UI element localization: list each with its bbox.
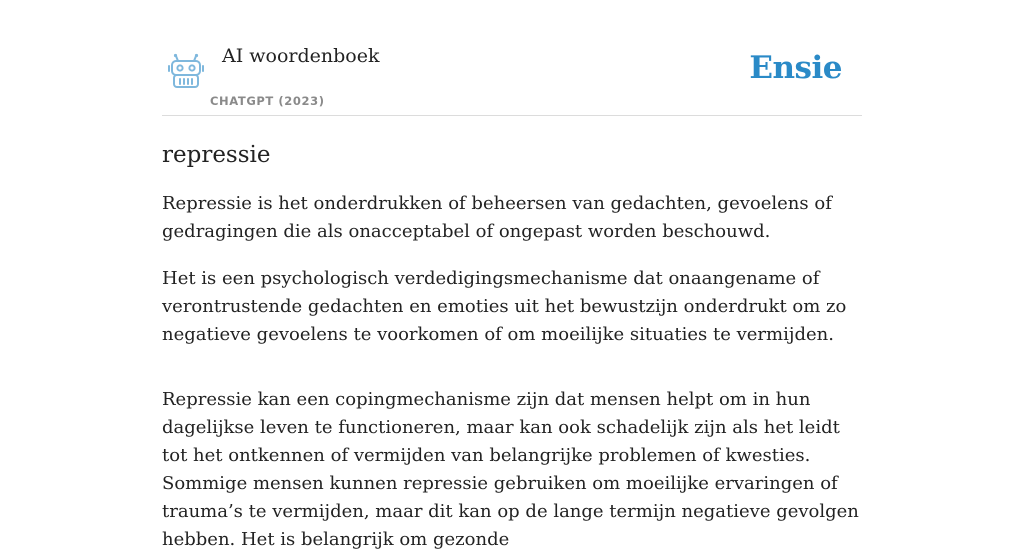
definition-paragraph: Repressie is het onderdrukken of beheersen van gedachten, gevoelens of gedragingen die als onacceptabel of ongepast worden beschouwd. [162, 193, 832, 242]
definition-paragraph: Het is een psychologisch verdedigingsmechanisme dat onaangename of verontrustende gedachten en emoties uit het bewustzijn onderdrukt om zo negatieve gevoelens te voorkomen of om moeilijke situaties te vermijden. [162, 268, 847, 345]
source-label: CHATGPT (2023) [210, 94, 325, 108]
definition-body [162, 190, 862, 554]
dictionary-page [162, 0, 862, 550]
term-title: repressie [162, 142, 271, 168]
robot-icon [166, 53, 206, 89]
dictionary-header [162, 0, 862, 116]
brand-logo[interactable]: Ensie [749, 50, 842, 86]
definition-paragraph: Repressie kan een copingmechanisme zijn dat mensen helpt om in hun dagelijkse leven te functioneren, maar kan ook schadelijk zijn als het leidt tot het ontkennen of vermijden van belangrijke problemen of kwesties. Sommige mensen kunnen repressie gebruiken om moeilijke ervaringen of trauma’s te vermijden, maar dit kan op de lange termijn negatieve gevolgen hebben. Het is belangrijk om gezonde [162, 389, 859, 550]
dictionary-title[interactable]: AI woordenboek [222, 45, 380, 67]
